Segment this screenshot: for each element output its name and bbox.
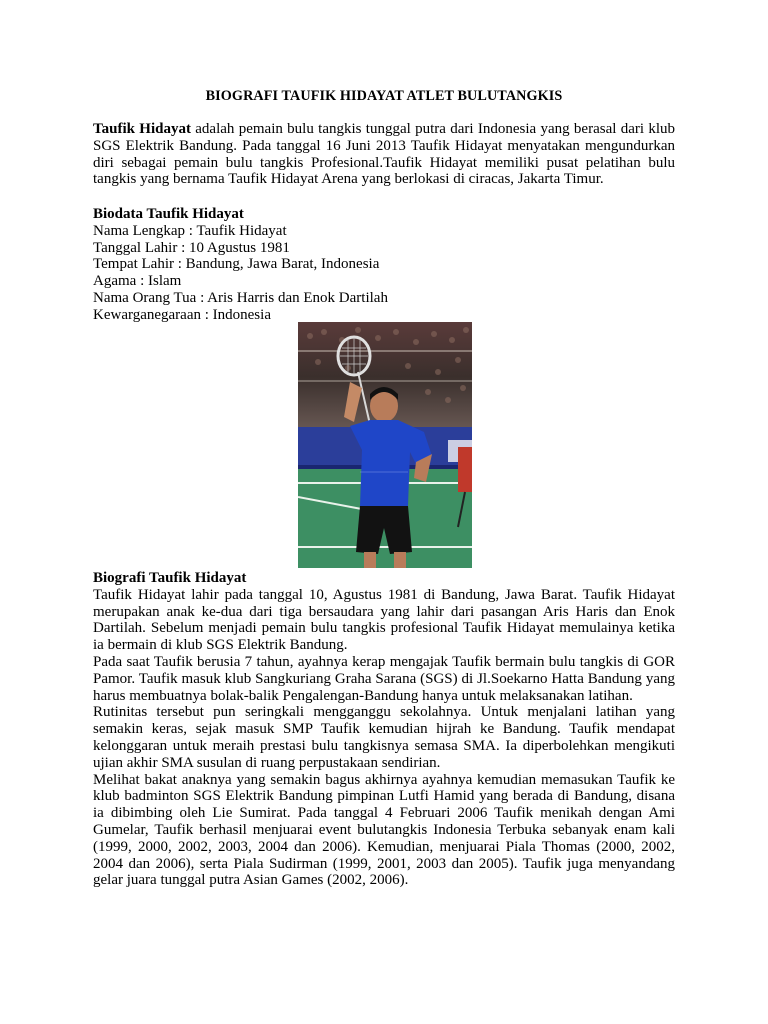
biodata-item: Tempat Lahir : Bandung, Jawa Barat, Indonesia <box>93 256 380 273</box>
biodata-item: Nama Lengkap : Taufik Hidayat <box>93 222 287 239</box>
biodata-item: Kewarganegaraan : Indonesia <box>93 306 271 323</box>
biodata-item: Nama Orang Tua : Aris Harris dan Enok Dartilah <box>93 289 388 306</box>
biodata-section <box>93 206 675 324</box>
athlete-photo <box>298 322 472 568</box>
biografi-paragraph: Rutinitas tersebut pun seringkali mengganggu sekolahnya. Untuk menjalani latihan yang semakin keras, sejak masuk SMP Taufik kemudian hijrah ke Bandung. Taufik mendapat kelonggaran untuk meraih prestasi bulu tangkisnya semasa SMA. Ia diperbolehkan mengikuti ujian akhir SMA susulan di ruang perpustakaan sendirian. <box>93 704 675 771</box>
biodata-item: Tanggal Lahir : 10 Agustus 1981 <box>93 239 290 256</box>
intro-name: Taufik Hidayat <box>93 121 191 137</box>
document-title: BIOGRAFI TAUFIK HIDAYAT ATLET BULUTANGKIS <box>205 88 563 104</box>
biografi-paragraph: Melihat bakat anaknya yang semakin bagus akhirnya ayahnya kemudian memasukan Taufik ke klub badminton SGS Elektrik Bandung pimpinan Lutfi Hamid yang berada di Bandung, disana ia dibimbing oleh Lie Sumirat. Pada tanggal 4 Februari 2006 Taufik menikah dengan Ami Gumelar, Taufik berhasil menjuarai event bulutangkis Indonesia Terbuka sebanyak enam kali (1999, 2000, 2002, 2003, 2004 dan 2006). Kemudian, menjuarai Piala Thomas (2000, 2002, 2004 dan 2006), serta Piala Sudirman (1999, 2001, 2003 dan 2005). Taufik juga menyandang gelar juara tunggal putra Asian Games (2002, 2006). <box>93 771 675 889</box>
biografi-paragraph: Taufik Hidayat lahir pada tanggal 10, Agustus 1981 di Bandung, Jawa Barat. Taufik Hidayat merupakan anak ke-dua dari tiga bersaudara yang lahir dari pasangan Aris Haris dan Enok Dartilah. Sebelum menjadi pemain bulu tangkis profesional Taufik Hidayat memulainya ketika ia bermain di klub SGS Elektrik Bandung. <box>93 586 675 654</box>
intro-paragraph <box>93 121 675 188</box>
biodata-heading: Biodata Taufik Hidayat <box>93 206 244 222</box>
biografi-paragraph: Pada saat Taufik berusia 7 tahun, ayahnya kerap mengajak Taufik bermain bulu tangkis di GOR Pamor. Taufik masuk klub Sangkuriang Graha Sarana (SGS) di Jl.Soekarno Hatta Bandung yang harus membuatnya bolak-balik Pengalengan-Bandung hanya untuk melaksanakan latihan. <box>93 653 675 704</box>
intro-text: adalah pemain bulu tangkis tunggal putra dari Indonesia yang berasal dari klub SGS Elektrik Bandung. Pada tanggal 16 Juni 2013 Taufik Hidayat menyatakan mengundurkan diri sebagai pemain bulu tangkis Profesional.Taufik Hidayat memiliki pusat pelatihan bulu tangkis yang bernama Taufik Hidayat Arena yang berlokasi di ciracas, Jakarta Timur. <box>93 121 676 188</box>
biografi-section <box>93 570 675 889</box>
biodata-item: Agama : Islam <box>93 273 182 290</box>
biografi-heading: Biografi Taufik Hidayat <box>93 570 247 586</box>
